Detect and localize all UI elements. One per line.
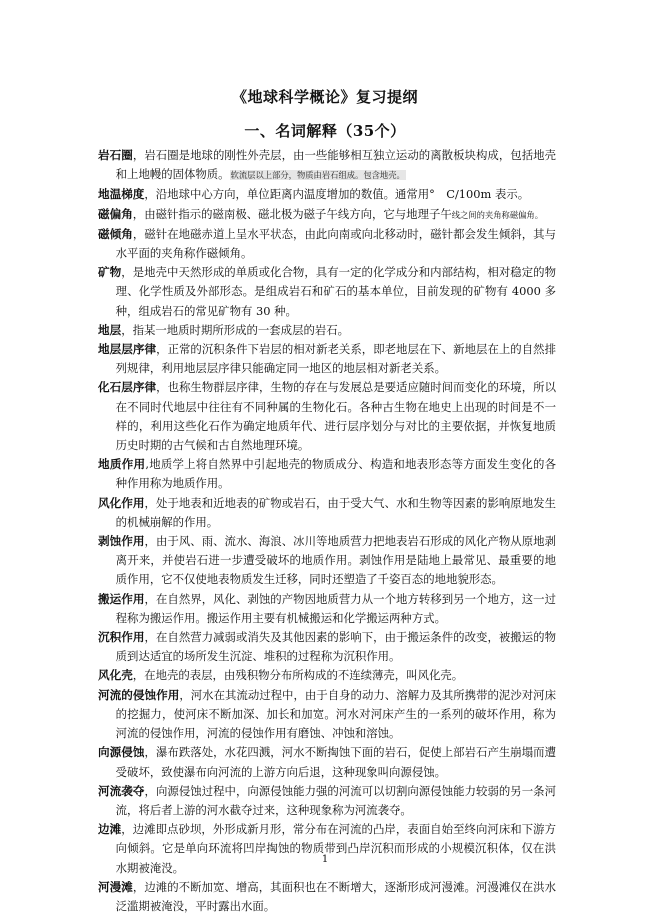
glossary-entry — [98, 590, 556, 628]
glossary-entry — [98, 378, 556, 455]
entry-term: 剥蚀作用 — [98, 534, 145, 549]
entry-definition: ，在地壳的表层，由残积物分布所构成的不连续薄壳，叫风化壳。 — [132, 668, 464, 683]
entry-definition: ，边滩即点砂坝，外形成新月形，常分布在河流的凸岸，表面自始至终向河床和下游方向倾斜。它是单向环流将凹岸掏蚀的物质带到凸岸沉积而形成的小规模沉积体，仅在洪水期被淹没。 — [115, 822, 556, 875]
glossary-entry — [98, 666, 556, 685]
glossary-entry — [98, 185, 556, 204]
glossary-list — [98, 146, 556, 916]
entry-definition: ，边滩的不断加宽、增高，其面积也在不断增大，逐渐形成河漫滩。河漫滩仅在洪水泛滥期被淹没，平时露出水面。 — [115, 879, 556, 913]
entry-term: 地层层序律 — [98, 342, 157, 357]
entry-definition: ，河水在其流动过程中，由于自身的动力、溶解力及其所携带的泥沙对河床的挖掘力，使河床不断加深、加长和加宽。河水对河床产生的一系列的破坏作用，称为河流的侵蚀作用，河流的侵蚀作用有磨蚀、冲蚀和溶蚀。 — [115, 687, 556, 741]
glossary-entry — [98, 321, 556, 340]
entry-term: 沉积作用 — [98, 630, 145, 645]
entry-term: 磁偏角 — [98, 206, 133, 221]
glossary-entry — [98, 743, 556, 781]
entry-term: 风化壳 — [98, 668, 133, 683]
entry-definition: ，由磁针指示的磁南极、磁北极为磁子午线方向，它与地理子午 — [132, 206, 452, 221]
entry-term: 河流袭夺 — [98, 783, 145, 798]
entry-definition: ,地质学上将自然界中引起地壳的物质成分、构造和地表形态等方面发生变化的各种作用称为地质作用。 — [115, 457, 556, 491]
glossary-entry — [98, 782, 556, 820]
glossary-entry — [98, 686, 556, 744]
entry-definition: ，在自然界，风化、剥蚀的产物因地质营力从一个地方转移到另一个地方，这一过程称为搬运作用。搬运作用主要有机械搬运和化学搬运两种方式。 — [115, 591, 556, 625]
glossary-entry — [98, 205, 556, 225]
entry-term: 地层 — [98, 322, 122, 337]
glossary-entry — [98, 820, 556, 878]
entry-term: 向源侵蚀 — [98, 745, 145, 760]
entry-term: 地质作用 — [98, 457, 146, 472]
glossary-entry — [98, 532, 556, 590]
entry-term: 化石层序律 — [98, 380, 157, 395]
glossary-entry — [98, 146, 556, 185]
entry-definition: ，岩石圈是地球的刚性外壳层，由一些能够相互独立运动的离散板块构成，包括地壳和上地幔的固体物质。 — [115, 148, 556, 182]
glossary-entry — [98, 340, 556, 378]
entry-definition-small: 线之间的夹角称磁偏角。 — [451, 209, 544, 220]
entry-term: 边滩 — [98, 822, 122, 837]
page-number: 1 — [321, 854, 329, 865]
highlighted-note: 软流层以上部分，物质由岩石组成。包含地壳。 — [230, 170, 405, 181]
entry-definition: ，指某一地质时期所形成的一套成层的岩石。 — [121, 322, 350, 337]
entry-term: 河流的侵蚀作用 — [98, 687, 180, 702]
entry-definition: ，沿地球中心方向，单位距离内温度增加的数值。通常用° C/100m 表示。 — [144, 187, 530, 202]
glossary-entry — [98, 494, 556, 532]
entry-term: 河漫滩 — [98, 879, 133, 894]
glossary-entry — [98, 878, 556, 916]
entry-term: 岩石圈 — [98, 148, 133, 162]
entry-definition: ，瀑布跌落处，水花四溅，河水不断掏蚀下面的岩石，促使上部岩石产生崩塌而遭受破坏，致使瀑布向河流的上游方向后退，这种现象叫向源侵蚀。 — [115, 745, 556, 779]
glossary-entry — [98, 455, 556, 493]
entry-term: 地温梯度 — [98, 187, 145, 202]
glossary-entry — [98, 628, 556, 666]
section-heading: 一、名词解释（35个） — [244, 122, 406, 140]
glossary-entry — [98, 263, 556, 321]
entry-definition: ，正常的沉积条件下岩层的相对新老关系，即老地层在下、新地层在上的自然排列规律，利用地层层序律只能确定同一地区的地层相对新老关系。 — [115, 342, 556, 376]
entry-term: 搬运作用 — [98, 591, 145, 606]
entry-definition: ，处于地表和近地表的矿物或岩石，由于受大气、水和生物等因素的影响原地发生的机械崩解的作用。 — [115, 495, 556, 529]
entry-definition: ，也称生物群层序律，生物的存在与发展总是要适应随时间而变化的环境，所以在不同时代地层中往往有不同种属的生物化石。各种古生物在地史上出现的时间是不一样的，利用这些化石作为确定地质年代、进行层序划分与对比的主要依据，并恢复地质历史时期的古气候和古自然地理环境。 — [115, 380, 556, 453]
entry-term: 矿物 — [98, 265, 122, 280]
entry-definition: ，向源侵蚀过程中，向源侵蚀能力强的河流可以切割向源侵蚀能力较弱的另一条河流，将后者上游的河水截夺过来，这种现象称为河流袭夺。 — [115, 783, 556, 817]
entry-term: 磁倾角 — [98, 226, 133, 241]
entry-definition: ，由于风、雨、流水、海浪、冰川等地质营力把地表岩石形成的风化产物从原地剥离开来，并使岩石进一步遭受破坏的地质作用。剥蚀作用是陆地上最常见、最重要的地质作用，它不仅使地表物质发生迁移，同时还塑造了千姿百态的地地貌形态。 — [115, 534, 556, 587]
entry-term: 风化作用 — [98, 495, 145, 510]
entry-definition: ，在自然营力减弱或消失及其他因素的影响下，由于搬运条件的改变，被搬运的物质到达适宜的场所发生沉淀、堆积的过程称为沉积作用。 — [115, 630, 556, 664]
entry-definition: ，是地壳中天然形成的单质或化合物，具有一定的化学成分和内部结构，相对稳定的物理、化学性质及外部形态。是组成岩石和矿石的基本单位，目前发现的矿物有 4000 多种，组成岩石的常见矿物有 30 种。 — [115, 265, 556, 318]
entry-definition: ，磁针在地磁赤道上呈水平状态，由此向南或向北移动时，磁针都会发生倾斜，其与水平面的夹角称作磁倾角。 — [115, 226, 556, 261]
glossary-entry — [98, 225, 556, 263]
document-title: 《地球科学概论》复习提纲 — [231, 88, 418, 106]
